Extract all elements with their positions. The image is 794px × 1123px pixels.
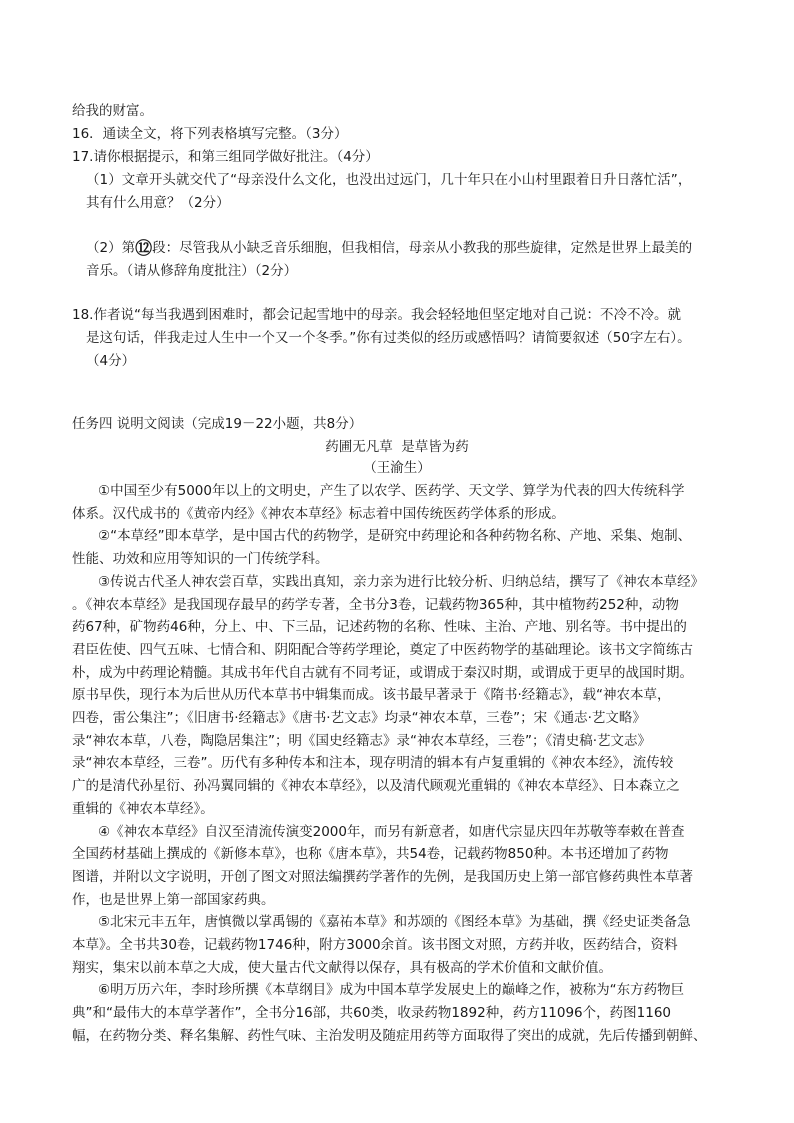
article-title: 药圃无凡草 是草皆为药 xyxy=(325,439,469,455)
article-line: 录“神农本草，八卷，陶隐居集注”；明《国史经籍志》录“神农本草经，三卷”；《清史稿·艺文志》 xyxy=(72,732,652,749)
article-line: 广的是清代孙星衍、孙冯翼同辑的《神农本草经》，以及清代顾观光重辑的《神农本草经》、日本森立之 xyxy=(72,778,680,795)
article-line: 四卷，雷公集注”；《旧唐书·经籍志》《唐书·艺文志》均录“神农本草，三卷”；宋《通志·艺文略》 xyxy=(72,710,646,726)
question-17-part2-prefix: （2）第 xyxy=(86,240,136,256)
article-line: 体系。汉代成书的《黄帝内经》《神农本草经》标志着中国传统医药学体系的形成。 xyxy=(72,505,565,522)
article-line: 君臣佐使、四气五味、七情合和、阴阳配合等药学理论，奠定了中医药物学的基础理论。该书文字简练古 xyxy=(72,641,693,658)
task4-heading: 任务四 说明文阅读（完成19－22小题，共8分） xyxy=(72,416,363,432)
article-line: 全国药材基础上撰成的《新修本草》，也称《唐本草》，共54卷，记载药物850种。本书还增加了药物 xyxy=(72,846,669,863)
question-16: 16．通读全文，将下列表格填写完整。（3分） xyxy=(72,126,348,142)
article-line: 作，也是世界上第一部国家药典。 xyxy=(72,891,275,908)
article-line: 图谱，并附以文字说明，开创了图文对照法编撰药学著作的先例，是我国历史上第一部官修药典性本草著 xyxy=(72,868,693,885)
article-line: ⑥明万历六年，李时珍所撰《本草纲目》成为中国本草学发展史上的巅峰之作，被称为“东方药物巨 xyxy=(98,982,685,999)
question-17-part1: （1）文章开头就交代了“母亲没什么文化，也没出过远门，几十年只在小山村里跟着日升日落忙活”， xyxy=(86,172,692,188)
article-line: ①中国至少有5000年以上的文明史，产生了以农学、医药学、天文学、算学为代表的四大传统科学 xyxy=(98,483,685,499)
article-author: （王渝生） xyxy=(363,460,431,476)
q15-tail-text: 给我的财富。 xyxy=(72,103,153,119)
article-line: 翔实，集宋以前本草之大成，使大量古代文献得以保存，具有极高的学术价值和文献价值。 xyxy=(72,959,612,976)
article-line: 录“神农本草经，三卷”。历代有多种传本和注本，现存明清的辑本有卢复重辑的《神农本经》，流传较 xyxy=(72,755,674,772)
question-17-part2-text: 段：尽管我从小缺乏音乐细胞，但我相信，母亲从小教我的那些旋律，定然是世界上最美的 xyxy=(152,240,693,256)
question-17-part2 xyxy=(86,238,692,259)
question-17-part1-cont: 其有什么用意？（2分） xyxy=(86,195,230,211)
article-line: ④《神农本草经》自汉至清流传演变2000年，而另有新意者，如唐代宗显庆四年苏敬等奉敕在普查 xyxy=(98,823,685,840)
article-line: ②“本草经”即本草学，是中国古代的药物学，是研究中药理论和各种药物名称、产地、采集、炮制、 xyxy=(98,528,692,545)
article-line: 典”和“最伟大的本草学著作”，全书分16部，共60类，收录药物1892种，药方11096个，药图1160 xyxy=(72,1005,671,1022)
paragraph-number-12: ⑫ xyxy=(135,239,153,259)
question-17-stem: 17.请你根据提示，和第三组同学做好批注。（4分） xyxy=(72,149,379,165)
article-line: 重辑的《神农本草经》。 xyxy=(72,800,214,817)
article-line: 朴，成为中药理论精髓。其成书年代自古就有不同考证，或谓成于秦汉时期，或谓成于更早的战国时期。 xyxy=(72,664,693,681)
article-line: ③传说古代圣人神农尝百草，实践出真知，亲力亲为进行比较分析、归纳总结，撰写了《神农本草经》 xyxy=(98,573,705,590)
article-line: 幅，在药物分类、释名集解、药性气味、主治发明及随症用药等方面取得了突出的成就，先后传播到朝鲜、 xyxy=(72,1027,707,1044)
question-18-line3: （4分） xyxy=(86,353,136,369)
question-18-line2: 是这句话，伴我走过人生中一个又一个冬季。”你有过类似的经历或感悟吗？请简要叙述（50字左右）。 xyxy=(86,330,691,346)
article-line: 药67种，矿物药46种，分上、中、下三品，记述药物的名称、性味、主治、产地、别名等。书中提出的 xyxy=(72,619,687,636)
article-line: ⑤北宋元丰五年，唐慎微以掌禹锡的《嘉祐本草》和苏颂的《图经本草》为基础，撰《经史证类备急 xyxy=(98,914,691,931)
article-line: 原书早佚，现行本为后世从历代本草书中辑集而成。该书最早著录于《隋书·经籍志》，载“神农本草， xyxy=(72,687,671,704)
article-line: 性能、功效和应用等知识的一门传统学科。 xyxy=(72,551,329,568)
article-line: 本草》。全书共30卷，记载药物1746种，附方3000余首。该书图文对照，方药并收，医药结合，资料 xyxy=(72,937,678,953)
question-17-part2-cont: 音乐。（请从修辞角度批注）（2分） xyxy=(86,263,298,279)
article-line: 。《神农本草经》是我国现存最早的药学专著，全书分3卷，记载药物365种，其中植物药252种，动物 xyxy=(72,596,679,613)
question-18-line1: 18.作者说“每当我遇到困难时，都会记起雪地中的母亲。我会轻轻地但坚定地对自己说：不冷不冷。就 xyxy=(72,307,681,323)
